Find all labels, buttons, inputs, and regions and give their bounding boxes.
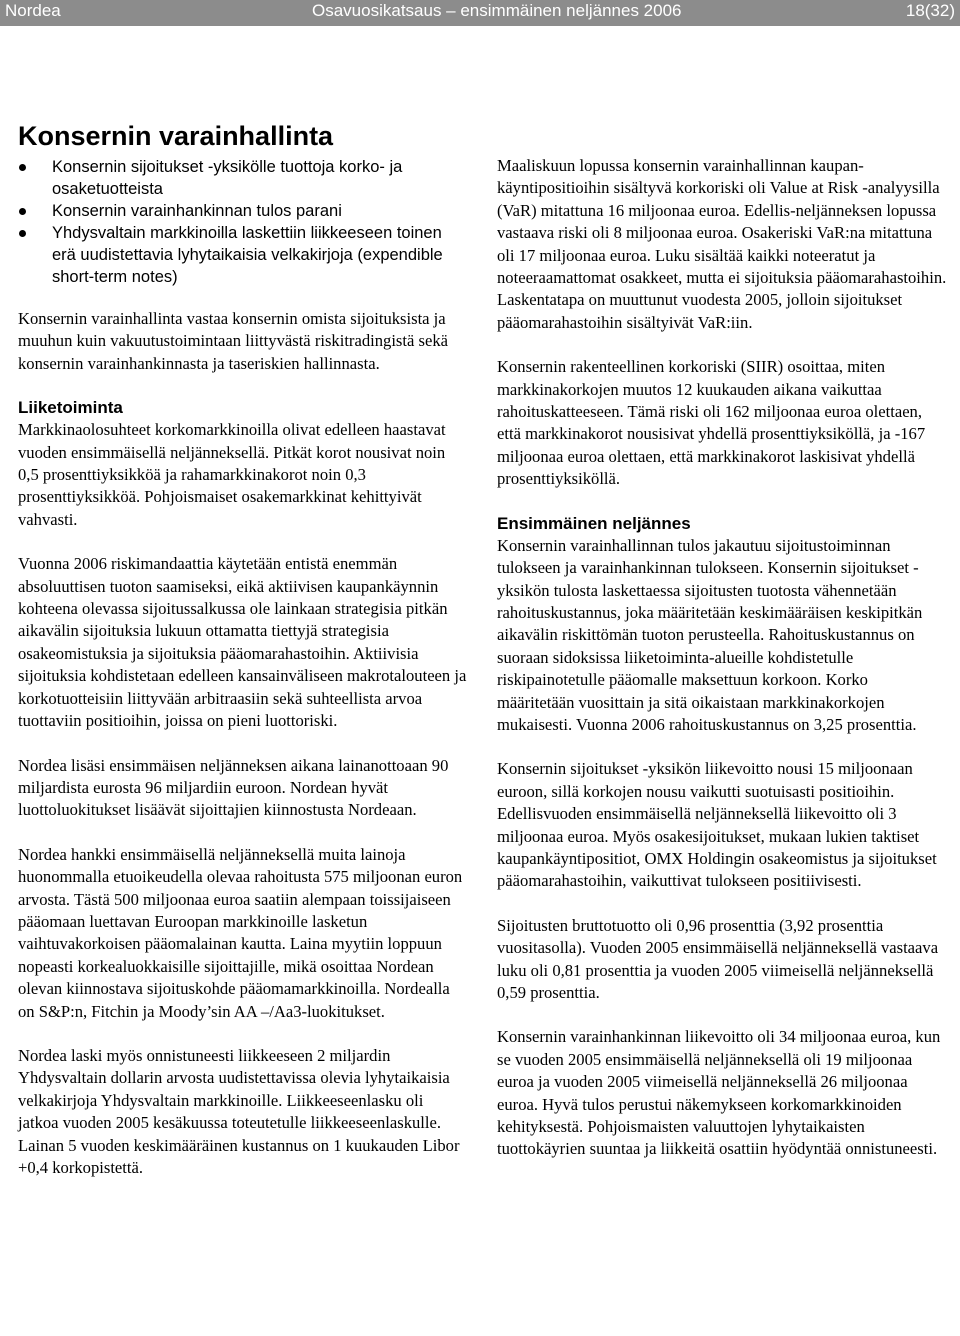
bullet-item: Yhdysvaltain markkinoilla laskettiin liikkeeseen toinen erä uudistettavia lyhytaikaisia velkakirjoja (expendible short-term notes) <box>18 222 468 288</box>
ensimmainen-paragraph: Konsernin varainhallinnan tulos jakautuu sijoitustoiminnan tulokseen ja varainhankinnan tulokseen. Konsernin sijoitukset -yksikön tulosta laskettaessa sijoitusten tuotosta vähennetään rahoituskustannus, joka määritetään keskimääräisen keskipitkän aikavälin riskittömän tuoton perusteella. Rahoituskustannus on suoraan sidoksissa liiketoiminta-alueille kohdistetulle riskipainotetulle pääomalle maksettuun korkoon. Korko määritetään vuosittain ja sitä oikaistaan markkinakorkojen mukaisesti. Vuonna 2006 rahoituskustannus on 3,25 prosenttia. <box>497 535 923 734</box>
bullet-item: Konsernin sijoitukset -yksikölle tuottoja korko- ja osaketuotteista <box>18 156 468 200</box>
liikevoitto-paragraph: Konsernin sijoitukset -yksikön liikevoitto nousi 15 miljoonaan euroon, sillä korkojen nousu vaikutti suotuisasti positioihin. Edellisvuoden ensimmäisellä neljänneksellä liikevoitto oli 3 miljoonaa euroa. Myös osakesijoitukset, mukaan lukien taktiset kaupankäyntipositiot, OMX Holdingin osakeomistus ja sijoitukset pääomarahastoihin, vaikuttivat tulokseen positiivisesti. <box>497 759 937 891</box>
maaliskuu-paragraph: Maaliskuun lopussa konsernin varainhallinnan kaupan-käyntipositioihin sisältyvä korkoriski oli Value at Risk -analyysilla (VaR) mitattuna 16 miljoonaa euroa. Edellis-neljänneksen lopussa vastaava riski oli 8 miljoonaa euroa. Osakeriski VaR:na mitattuna oli 17 miljoonaa euroa. Luku sisältää kaikki noteeratut ja noteeraamattomat osakkeet, mutta ei sijoituksia pääomarahastoihin. Laskentatapa on muuttunut vuodesta 2005, jolloin sijoitukset pääomarahastoihin sisältyivät VaR:iin. <box>497 156 947 332</box>
header-page-number: 18(32) <box>905 1 955 20</box>
bruttotuotto-paragraph: Sijoitusten bruttotuotto oli 0,96 prosenttia (3,92 prosenttia vuositasolla). Vuoden 2005 ensimmäisellä neljänneksellä vastaava luku oli 0,81 prosenttia ja vuoden 2005 viimeisellä neljänneksellä 0,59 prosenttia. <box>497 915 939 1002</box>
ensimmainen-heading: Ensimmäinen neljännes <box>497 513 691 533</box>
header-company: Nordea <box>5 1 61 20</box>
riskimandaatti-paragraph: Vuonna 2006 riskimandaattia käytetään entistä enemmän absoluuttisen tuoton saamiseksi, eikä aktiivisen kaupankäynnin kohteena olevassa sijoitussalkussa ole lainkaan strategisia pitkän aikavälin sijoituksia lukuun ottamatta tiettyjä strategisia osakeomistuksia ja sijoituksia pääomarahastoihin. Aktiivisia sijoituksia kohdistetaan edelleen kansainväliseen makrotalouteen ja korkotuotteisiin liittyvään arbitraasiin sekä suhteellista arvoa tuottaviin positioihin, joissa on pieni luottoriski. <box>18 554 467 731</box>
lainanotto-paragraph: Nordea lisäsi ensimmäisen neljänneksen aikana lainanottoaan 90 miljardista eurosta 96 miljardiin euroon. Nordean hyvät luottoluokitukset lisäävät sijoittajien kiinnostusta Nordeaan. <box>18 755 449 820</box>
section-title: Konsernin varainhallinta <box>18 121 334 151</box>
page-header <box>0 0 960 26</box>
right-column <box>497 155 949 1183</box>
header-report-title: Osavuosikatsaus – ensimmäinen neljännes 2006 <box>312 1 682 20</box>
hankki-paragraph: Nordea hankki ensimmäisellä neljänneksellä muita lainoja huonommalla etuoikeudella olevaa rahoitusta 575 miljoonan euron arvosta. Tästä 500 miljoonaa euroa saatiin alempaan toissijaiseen pääomaan luettavan Euroopan markkinoille lasketun vaihtuvakorkoisen pääomalainan kautta. Laina myytiin loppuun nopeasti korkealuokkaisille sijoittajille, mikä osoittaa Nordean olevan kiinnostava sijoituskohde pääomamarkkinoilla. Nordealla on S&P:n, Fitchin ja Moody’sin AA –/Aa3-luokitukset. <box>18 844 463 1021</box>
intro-paragraph: Konsernin varainhallinta vastaa konsernin omista sijoituksista ja muuhun kuin vakuutustoimintaan liittyvästä riskitradingistä sekä konsernin varainhankinnasta ja taseriskien hallinnasta. <box>18 309 448 373</box>
liiketoiminta-heading: Liiketoiminta <box>18 398 123 418</box>
siir-paragraph: Konsernin rakenteellinen korkoriski (SIIR) osoittaa, miten markkinakorkojen muutos 12 kuukauden aikana vaikuttaa rahoituskatteeseen. Tämä riski oli 162 miljoonaa euroa olettaen, että markkinakorot nousisivat yhdellä prosenttiyksiköllä, ja -167 miljoonaa euroa olettaen, että markkinakorot laskisivat yhdellä prosenttiyksiköllä. <box>497 357 926 489</box>
varainhankinta-paragraph: Konsernin varainhankinnan liikevoitto oli 34 miljoonaa euroa, kun se vuoden 2005 ensimmäisellä neljänneksellä oli 19 miljoonaa euroa ja vuoden 2005 viimeisellä neljänneksellä 26 miljoonaa euroa. Hyvä tulos perustui näkemykseen korkomarkkinoiden kehityksestä. Pohjoismaisten valuuttojen lyhytaikaisten tuottokäyrien suuntaa ja liikkeitä osattiin hyödyntää onnistuneesti. <box>497 1027 941 1159</box>
liiketoiminta-paragraph: Markkinaolosuhteet korkomarkkinoilla olivat edelleen haastavat vuoden ensimmäisellä neljänneksellä. Pitkät korot nousivat noin 0,5 prosenttiyksikköä ja rahamarkkinakorot noin 0,3 prosenttiyksikköä. Pohjoismaiset osakemarkkinat kehittyivät vahvasti. <box>18 420 446 529</box>
summary-bullet-list <box>18 156 468 288</box>
laski-paragraph: Nordea laski myös onnistuneesti liikkeeseen 2 miljardin Yhdysvaltain dollarin arvosta uudistettavissa olevia lyhytaikaisia velkakirjoja Yhdysvaltain markkinoille. Liikkeeseenlasku oli jatkoa vuoden 2005 kesäkuussa toteutetulle liikkeeseenlaskulle. Lainan 5 vuoden keskimääräinen kustannus on 1 kuukauden Libor +0,4 korkopistettä. <box>18 1045 460 1177</box>
bullet-item: Konsernin varainhankinnan tulos parani <box>18 200 468 222</box>
left-column <box>18 120 468 1201</box>
